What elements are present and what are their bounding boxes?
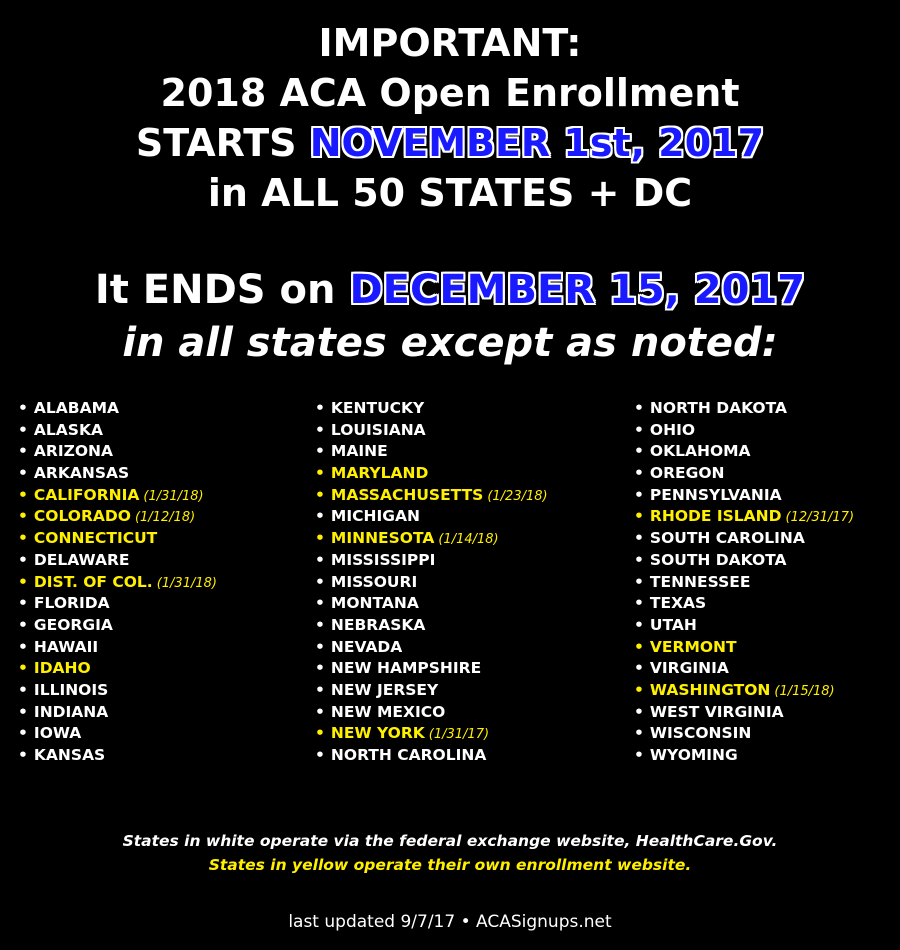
bullet-icon: • <box>315 680 325 699</box>
state-name: RHODE ISLAND <box>649 507 782 526</box>
state-item <box>18 485 217 507</box>
state-item <box>18 745 217 767</box>
state-name: NEW HAMPSHIRE <box>330 659 482 678</box>
state-name: NEW YORK <box>330 724 425 743</box>
bullet-icon: • <box>18 615 28 634</box>
state-deadline: (1/31/18) <box>156 575 217 591</box>
state-item <box>18 528 217 550</box>
bullet-icon: • <box>315 464 325 483</box>
state-name: MAINE <box>330 442 388 461</box>
bullet-icon: • <box>18 659 28 678</box>
state-item <box>315 658 548 680</box>
state-item <box>18 463 217 485</box>
state-name: MONTANA <box>330 594 419 613</box>
bullet-icon: • <box>634 507 644 526</box>
state-item <box>634 745 854 767</box>
bullet-icon: • <box>315 637 325 656</box>
state-item <box>315 528 548 550</box>
bullet-icon: • <box>634 442 644 461</box>
start-date: NOVEMBER 1st, 2017 <box>309 121 765 165</box>
state-item <box>634 615 854 637</box>
state-name: TENNESSEE <box>649 572 751 591</box>
state-name: ARKANSAS <box>33 464 130 483</box>
state-item <box>18 658 217 680</box>
state-item <box>634 637 854 659</box>
bullet-icon: • <box>634 550 644 569</box>
bullet-icon: • <box>634 615 644 634</box>
state-item <box>634 441 854 463</box>
state-name: PENNSYLVANIA <box>649 485 782 504</box>
state-name: MICHIGAN <box>330 507 420 526</box>
bullet-icon: • <box>315 702 325 721</box>
bullet-icon: • <box>18 420 28 439</box>
state-name: UTAH <box>649 615 697 634</box>
state-name: COLORADO <box>33 507 131 526</box>
bullet-icon: • <box>18 485 28 504</box>
bullet-icon: • <box>315 572 325 591</box>
state-item <box>315 463 548 485</box>
state-item <box>315 572 548 594</box>
bullet-icon: • <box>18 464 28 483</box>
state-item <box>634 680 854 702</box>
headline-starts <box>0 118 900 168</box>
bullet-icon: • <box>18 702 28 721</box>
bullet-icon: • <box>634 702 644 721</box>
ends-label: It ENDS on <box>94 267 350 313</box>
bullet-icon: • <box>634 659 644 678</box>
state-item <box>315 485 548 507</box>
state-item <box>634 420 854 442</box>
state-name: VERMONT <box>649 637 737 656</box>
state-name: MISSOURI <box>330 572 418 591</box>
bullet-icon: • <box>18 442 28 461</box>
state-item <box>634 702 854 724</box>
bullet-icon: • <box>634 420 644 439</box>
state-name: MINNESOTA <box>330 529 435 548</box>
state-name: NORTH CAROLINA <box>330 746 487 764</box>
state-deadline: (1/31/18) <box>143 488 204 504</box>
bullet-icon: • <box>634 746 644 764</box>
bullet-icon: • <box>18 680 28 699</box>
state-name: NEBRASKA <box>330 615 426 634</box>
bullet-icon: • <box>18 746 28 764</box>
state-item <box>315 506 548 528</box>
state-column-2 <box>315 398 548 767</box>
bullet-icon: • <box>315 615 325 634</box>
state-name: CALIFORNIA <box>33 485 140 504</box>
state-deadline: (1/12/18) <box>134 510 196 526</box>
bullet-icon: • <box>18 399 28 417</box>
state-item <box>634 398 854 420</box>
state-item <box>634 485 854 507</box>
state-name: NEW JERSEY <box>330 680 439 699</box>
state-item <box>634 528 854 550</box>
bullet-icon: • <box>634 464 644 483</box>
state-item <box>18 615 217 637</box>
state-name: WASHINGTON <box>649 680 771 699</box>
state-item <box>18 441 217 463</box>
state-exchange-note: States in yellow operate their own enrollment website. <box>208 856 692 874</box>
state-name: IOWA <box>33 724 82 743</box>
state-name: KANSAS <box>33 746 106 764</box>
bullet-icon: • <box>315 746 325 764</box>
bullet-icon: • <box>634 637 644 656</box>
state-item <box>634 593 854 615</box>
bullet-icon: • <box>315 442 325 461</box>
end-date: DECEMBER 15, 2017 <box>349 267 806 313</box>
state-item <box>315 615 548 637</box>
bullet-icon: • <box>18 572 28 591</box>
footer-credit: last updated 9/7/17 • ACASignups.net <box>288 912 612 932</box>
bullet-icon: • <box>634 485 644 504</box>
bullet-icon: • <box>18 637 28 656</box>
headline-enrollment: 2018 ACA Open Enrollment <box>160 71 740 115</box>
state-name: NEVADA <box>330 637 403 656</box>
bullet-icon: • <box>18 594 28 613</box>
bullet-icon: • <box>315 420 325 439</box>
state-item <box>315 723 548 745</box>
state-name: SOUTH DAKOTA <box>649 550 787 569</box>
bullet-icon: • <box>315 399 325 417</box>
bullet-icon: • <box>315 594 325 613</box>
state-name: SOUTH CAROLINA <box>649 529 805 548</box>
state-item <box>18 572 217 594</box>
state-name: DELAWARE <box>33 550 130 569</box>
bullet-icon: • <box>634 680 644 699</box>
bullet-icon: • <box>315 507 325 526</box>
state-name: ILLINOIS <box>33 680 109 699</box>
bullet-icon: • <box>18 529 28 548</box>
bullet-icon: • <box>634 399 644 417</box>
bullet-icon: • <box>634 572 644 591</box>
state-item <box>315 637 548 659</box>
state-name: NORTH DAKOTA <box>649 399 787 417</box>
state-item <box>18 723 217 745</box>
state-name: CONNECTICUT <box>33 529 158 548</box>
state-column-3 <box>634 398 854 767</box>
state-item <box>634 723 854 745</box>
state-name: HAWAII <box>33 637 99 656</box>
state-item <box>634 572 854 594</box>
state-item <box>315 550 548 572</box>
state-name: WYOMING <box>649 746 738 764</box>
state-item <box>18 420 217 442</box>
state-name: FLORIDA <box>33 594 110 613</box>
state-name: DIST. OF COL. <box>33 572 153 591</box>
headline-important: IMPORTANT: <box>318 21 582 65</box>
state-name: IDAHO <box>33 659 91 678</box>
state-name: KENTUCKY <box>330 399 425 417</box>
state-deadline: (1/15/18) <box>774 683 835 699</box>
bullet-icon: • <box>634 594 644 613</box>
state-item <box>634 658 854 680</box>
state-column-1 <box>18 398 217 767</box>
state-deadline: (1/31/17) <box>428 727 490 743</box>
state-name: MISSISSIPPI <box>330 550 436 569</box>
state-name: MASSACHUSETTS <box>330 485 484 504</box>
state-item <box>634 463 854 485</box>
state-name: WEST VIRGINIA <box>649 702 784 721</box>
headline-all-states: in ALL 50 STATES + DC <box>207 171 693 215</box>
bullet-icon: • <box>315 550 325 569</box>
state-name: ARIZONA <box>33 442 114 461</box>
headline-except: in all states except as noted: <box>122 320 778 366</box>
federal-exchange-note: States in white operate via the federal exchange website, HealthCare.Gov. <box>122 832 778 850</box>
state-deadline: (1/23/18) <box>487 488 548 504</box>
bullet-icon: • <box>315 724 325 743</box>
state-item <box>18 702 217 724</box>
state-name: NEW MEXICO <box>330 702 446 721</box>
state-item <box>18 680 217 702</box>
state-item <box>18 506 217 528</box>
state-name: ALASKA <box>33 420 103 439</box>
bullet-icon: • <box>315 529 325 548</box>
state-item <box>315 680 548 702</box>
state-name: ALABAMA <box>33 399 120 417</box>
state-name: INDIANA <box>33 702 109 721</box>
bullet-icon: • <box>18 507 28 526</box>
state-name: VIRGINIA <box>649 659 729 678</box>
bullet-icon: • <box>634 529 644 548</box>
state-item <box>634 550 854 572</box>
state-item <box>634 506 854 528</box>
state-item <box>18 398 217 420</box>
state-name: TEXAS <box>649 594 707 613</box>
state-item <box>18 593 217 615</box>
state-item <box>315 702 548 724</box>
state-item <box>315 593 548 615</box>
state-item <box>315 398 548 420</box>
state-name: GEORGIA <box>33 615 113 634</box>
state-name: OKLAHOMA <box>649 442 751 461</box>
state-deadline: (12/31/17) <box>785 510 855 526</box>
state-item <box>315 441 548 463</box>
bullet-icon: • <box>315 659 325 678</box>
starts-label: STARTS <box>135 121 310 165</box>
state-item <box>18 637 217 659</box>
state-name: LOUISIANA <box>330 420 426 439</box>
headline-ends <box>0 265 900 315</box>
bullet-icon: • <box>634 724 644 743</box>
bullet-icon: • <box>18 724 28 743</box>
state-deadline: (1/14/18) <box>438 532 499 548</box>
bullet-icon: • <box>315 485 325 504</box>
state-item <box>315 420 548 442</box>
state-name: MARYLAND <box>330 464 429 483</box>
state-name: OHIO <box>649 420 696 439</box>
bullet-icon: • <box>18 550 28 569</box>
state-item <box>18 550 217 572</box>
state-name: WISCONSIN <box>649 724 752 743</box>
state-name: OREGON <box>649 464 725 483</box>
state-item <box>315 745 548 767</box>
